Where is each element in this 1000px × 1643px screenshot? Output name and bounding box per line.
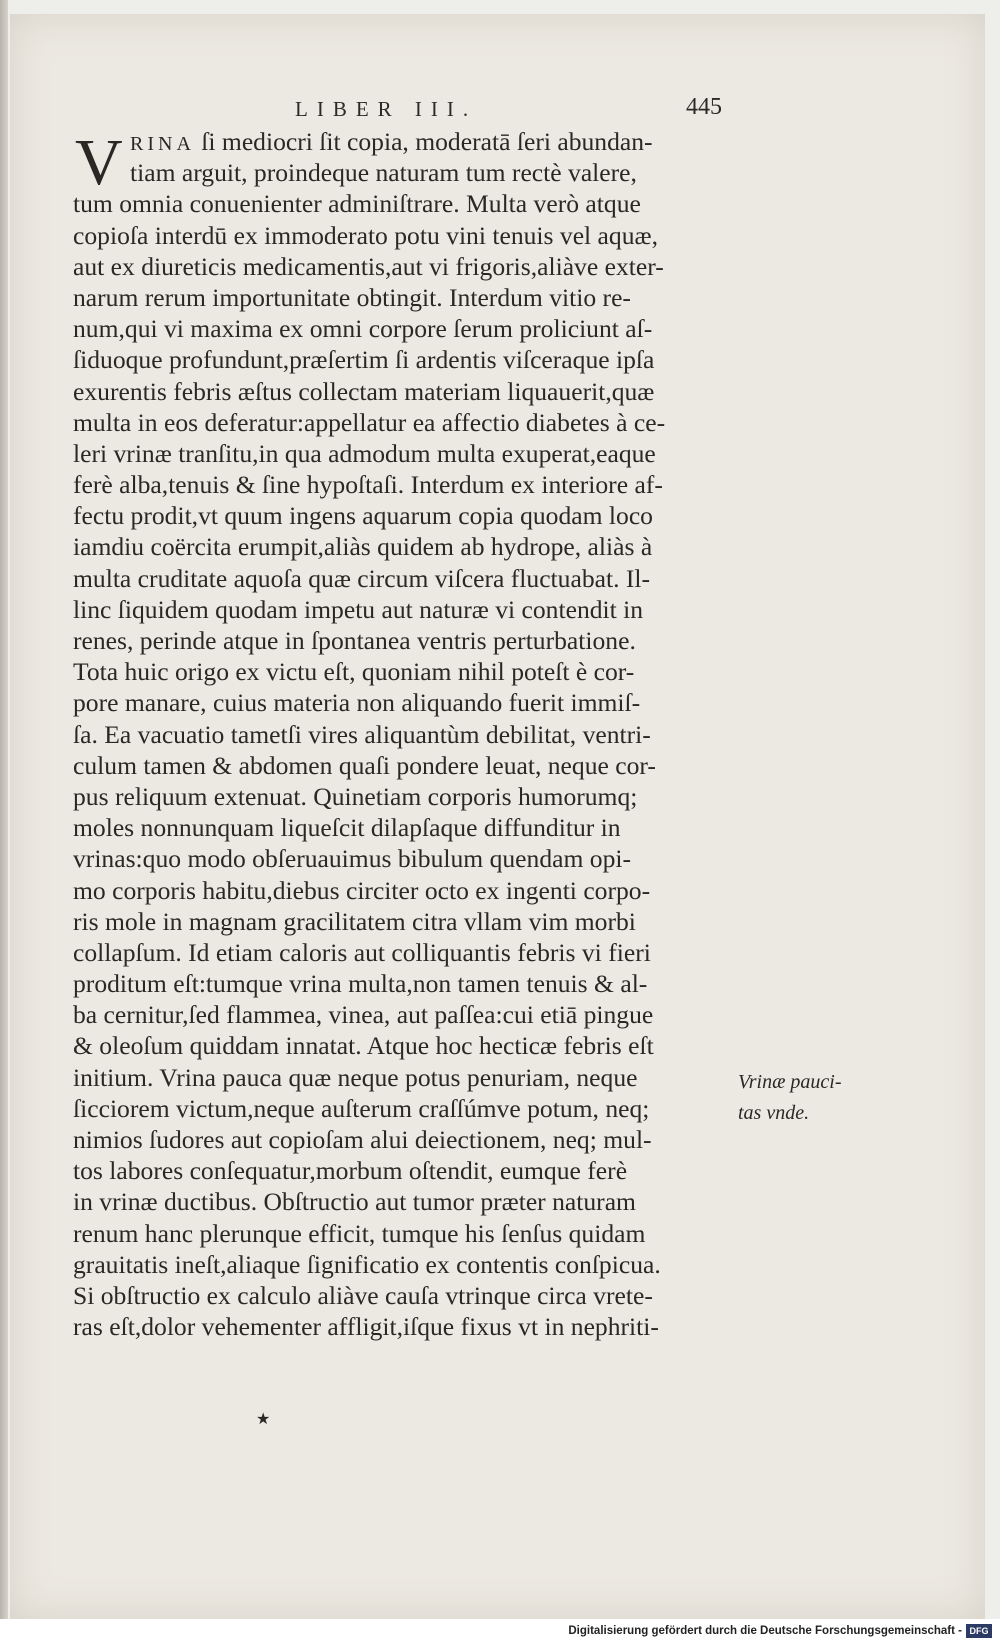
text-line: pore manare, cuius materia non aliquando fuerit immiſ-	[73, 688, 641, 718]
first-word-smallcaps: RINA	[130, 133, 195, 155]
marginal-note-line: Vrinæ pauci-	[738, 1071, 842, 1093]
running-title: LIBER III.	[295, 97, 478, 121]
text-line: renum hanc plerunque efficit, tumque his ſenſus quidam	[73, 1218, 646, 1248]
text-line: tos labores conſequatur,morbum oſtendit, eumque ferè	[73, 1156, 628, 1186]
text-line: narum rerum importunitate obtingit. Interdum vitio re-	[73, 282, 631, 312]
text-line: tiam arguit, proindeque naturam tum rectè valere,	[130, 158, 637, 188]
drop-capital: V	[75, 126, 123, 199]
text-line: initium. Vrina pauca quæ neque potus penuriam, neque	[73, 1062, 638, 1092]
text-line: multa in eos deferatur:appellatur ea affectio diabetes à ce-	[73, 407, 666, 437]
text-line: multa cruditate aquoſa quæ circum viſcera fluctuabat. Il-	[73, 563, 651, 593]
dfg-logo: DFG	[966, 1624, 992, 1638]
text-line: linc ſiquidem quodam impetu aut naturæ vi contendit in	[73, 594, 644, 624]
text-line	[73, 126, 728, 157]
text-line: ba cernitur,ſed flammea, vinea, aut paſſea:cui etiā pingue	[73, 1000, 654, 1030]
text-line: proditum eſt:tumque vrina multa,non tamen tenuis & al-	[73, 969, 648, 999]
text-line: mo corporis habitu,diebus circiter octo ex ingenti corpo-	[73, 875, 651, 905]
text-line: Si obſtructio ex calculo aliàve cauſa vtrinque circa vrete-	[73, 1280, 653, 1310]
text-line: pus reliquum extenuat. Quinetiam corporis humorumq;	[73, 781, 638, 811]
text-line: ſiduoque profundunt,præſertim ſi ardentis viſceraque ipſa	[73, 345, 655, 375]
text-line: exurentis febris æſtus collectam materiam liquauerit,quæ	[73, 376, 655, 406]
scan-edge	[0, 0, 8, 1643]
text-line: grauitatis ineſt,aliaque ſignificatio ex contentis conſpicua.	[73, 1249, 661, 1279]
signature-mark-icon: ★	[256, 1411, 271, 1428]
text-line: copioſa interdū ex immoderato potu vini tenuis vel aquæ,	[73, 220, 658, 250]
footer-credit: Digitalisierung gefördert durch die Deutsche Forschungsgemeinschaft -	[568, 1625, 962, 1637]
text-line: tum omnia conuenienter adminiſtrare. Multa verò atque	[73, 189, 641, 219]
text-line: aut ex diureticis medicamentis,aut vi frigoris,aliàve exter-	[73, 251, 664, 281]
text-line: moles nonnunquam liqueſcit dilapſaque diffunditur in	[73, 813, 621, 843]
body-text	[73, 126, 728, 1342]
marginal-note	[738, 1067, 842, 1129]
text-line: ſicciorem victum,neque auſterum craſſúmve potum, neq;	[73, 1093, 650, 1123]
text-line: nimios ſudores aut copioſam alui deiectionem, neq; mul-	[73, 1125, 652, 1154]
text-line: renes, perinde atque in ſpontanea ventris perturbatione.	[73, 626, 636, 655]
page-number: 445	[686, 94, 722, 120]
marginal-note-line: tas vnde.	[738, 1102, 810, 1124]
text-line: in vrinæ ductibus. Obſtructio aut tumor præter naturam	[73, 1187, 636, 1217]
text-line: collapſum. Id etiam caloris aut colliquantis febris vi fieri	[73, 937, 651, 967]
text-line: iamdiu coërcita erumpit,aliàs quidem ab hydrope, aliàs à	[73, 532, 653, 562]
text-line: Tota huic origo ex victu eſt, quoniam nihil poteſt è cor-	[73, 657, 635, 687]
text-line: ferè alba,tenuis & ſine hypoſtaſi. Interdum ex interiore af-	[73, 470, 663, 500]
text-line: num,qui vi maxima ex omni corpore ſerum proliciunt aſ-	[73, 314, 653, 344]
text-line: leri vrinæ tranſitu,in qua admodum multa exuperat,eaque	[73, 438, 656, 468]
text-line: ris mole in magnam gracilitatem citra vllam vim morbi	[73, 906, 636, 936]
text-line: ras eſt,dolor vehementer affligit,iſque fixus vt in nephriti-	[73, 1312, 659, 1342]
text-line-content: ſi mediocri ſit copia, moderatā ſeri abundan-	[201, 127, 653, 156]
text-line: ſa. Ea vacuatio tametſi vires aliquantùm debilitat, ventri-	[73, 719, 651, 749]
text-line: vrinas:quo modo obſeruauimus bibulum quendam opi-	[73, 844, 632, 874]
text-line: & oleoſum quiddam innatat. Atque hoc hecticæ febris eſt	[73, 1031, 654, 1061]
text-line: culum tamen & abdomen quaſi pondere leuat, neque cor-	[73, 750, 656, 780]
text-line: fectu prodit,vt quum ingens aquarum copia quodam loco	[73, 501, 653, 531]
